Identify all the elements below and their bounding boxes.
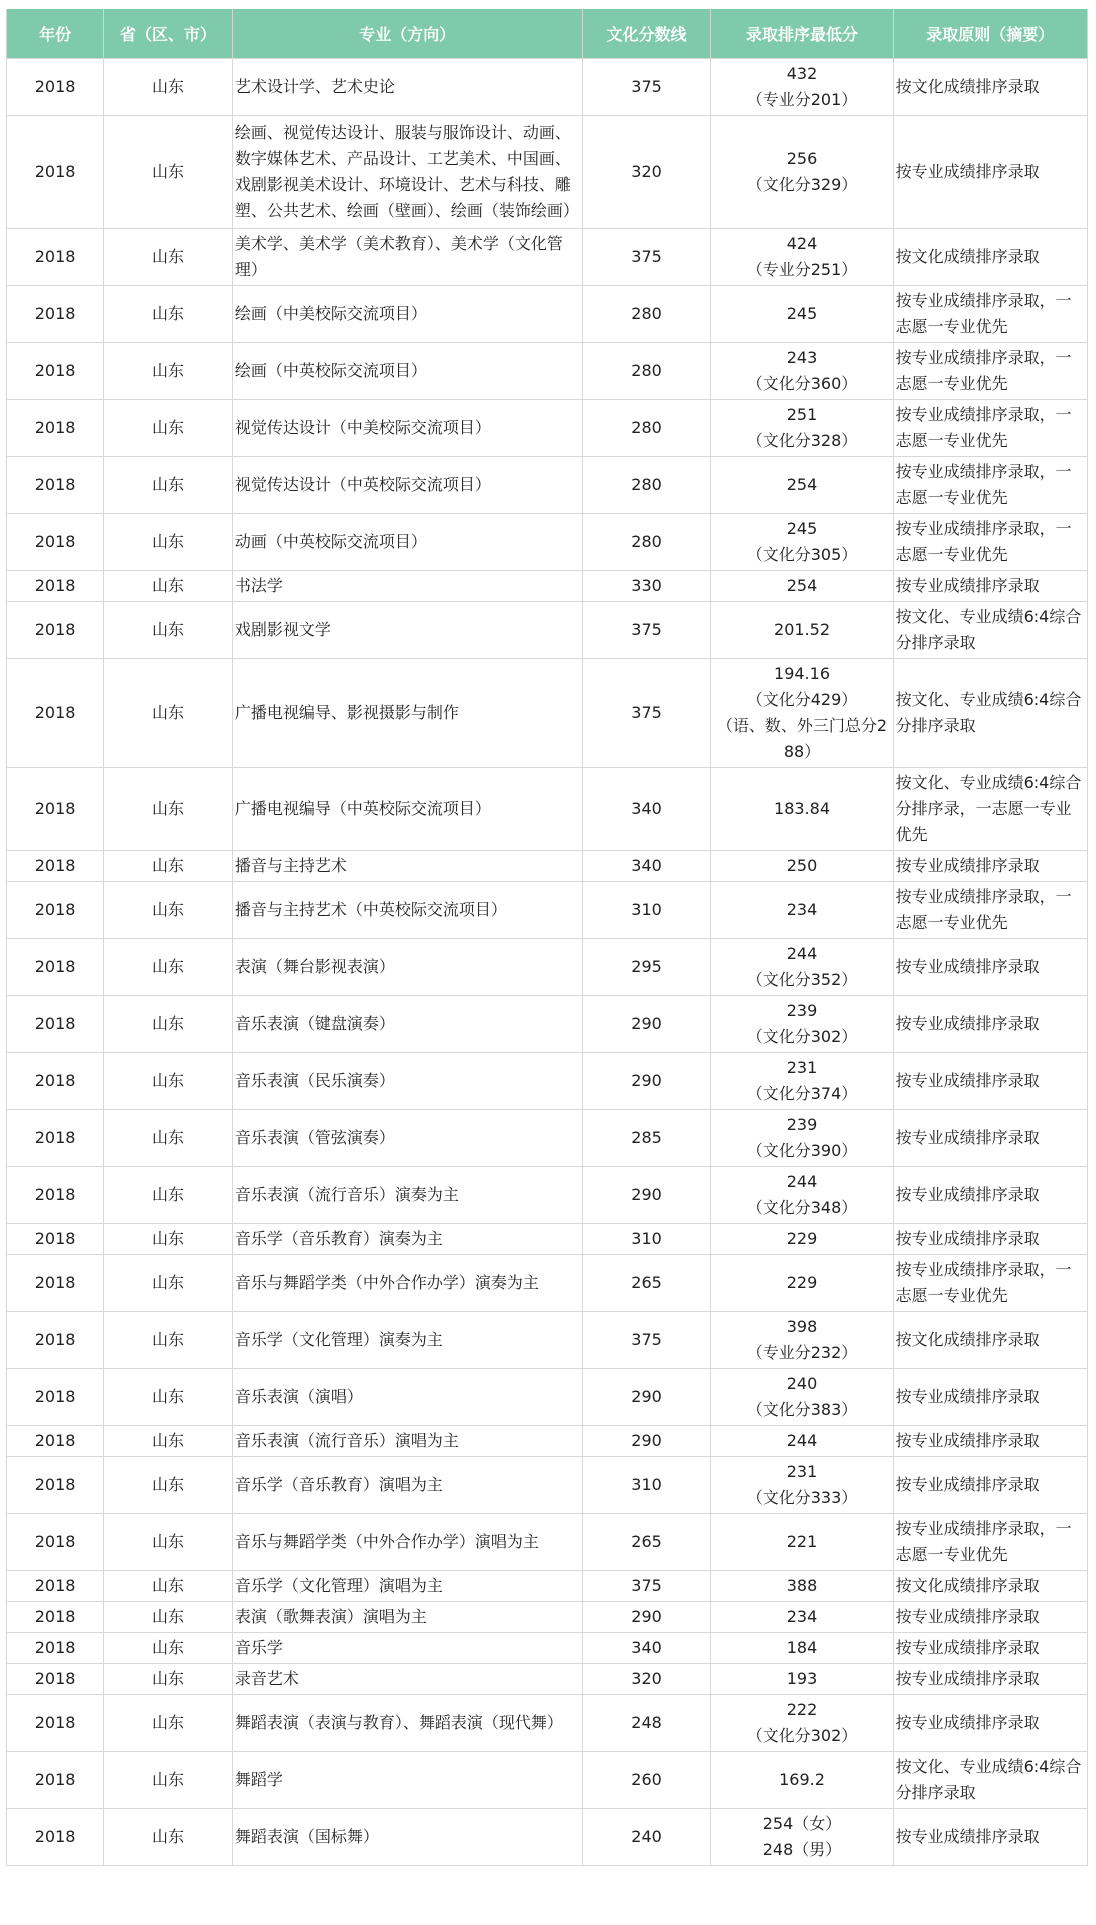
cell-year: 2018 bbox=[7, 1809, 104, 1866]
cell-culture-line: 265 bbox=[582, 1514, 711, 1571]
cell-major: 视觉传达设计（中美校际交流项目） bbox=[232, 400, 582, 457]
cell-province: 山东 bbox=[104, 602, 233, 659]
cell-rank-min: 388 bbox=[711, 1571, 893, 1602]
cell-major: 绘画、视觉传达设计、服装与服饰设计、动画、数字媒体艺术、产品设计、工艺美术、中国画、戏剧影视美术设计、环境设计、艺术与科技、雕塑、公共艺术、绘画（壁画）、绘画（装饰绘画） bbox=[232, 116, 582, 229]
cell-province: 山东 bbox=[104, 229, 233, 286]
table-row bbox=[7, 1809, 1088, 1866]
cell-rank-min: 231 （文化分333） bbox=[711, 1457, 893, 1514]
cell-major: 广播电视编导（中英校际交流项目） bbox=[232, 768, 582, 851]
cell-culture-line: 375 bbox=[582, 229, 711, 286]
cell-rank-min: 239 （文化分302） bbox=[711, 996, 893, 1053]
cell-culture-line: 260 bbox=[582, 1752, 711, 1809]
cell-rank-min: 244 bbox=[711, 1426, 893, 1457]
cell-rank-min: 244 （文化分352） bbox=[711, 939, 893, 996]
cell-year: 2018 bbox=[7, 1571, 104, 1602]
table-row bbox=[7, 1514, 1088, 1571]
cell-major: 舞蹈学 bbox=[232, 1752, 582, 1809]
cell-principle: 按专业成绩排序录取，一志愿一专业优先 bbox=[893, 343, 1087, 400]
cell-province: 山东 bbox=[104, 1571, 233, 1602]
table-row bbox=[7, 1426, 1088, 1457]
cell-province: 山东 bbox=[104, 1426, 233, 1457]
admission-table-container bbox=[6, 9, 1088, 1866]
cell-rank-min: 424 （专业分251） bbox=[711, 229, 893, 286]
cell-culture-line: 310 bbox=[582, 1224, 711, 1255]
cell-major: 音乐表演（流行音乐）演唱为主 bbox=[232, 1426, 582, 1457]
cell-province: 山东 bbox=[104, 1053, 233, 1110]
cell-rank-min: 221 bbox=[711, 1514, 893, 1571]
cell-major: 绘画（中美校际交流项目） bbox=[232, 286, 582, 343]
cell-province: 山东 bbox=[104, 116, 233, 229]
table-row bbox=[7, 1369, 1088, 1426]
cell-rank-min: 245 bbox=[711, 286, 893, 343]
cell-year: 2018 bbox=[7, 116, 104, 229]
cell-culture-line: 375 bbox=[582, 659, 711, 768]
cell-province: 山东 bbox=[104, 768, 233, 851]
cell-culture-line: 290 bbox=[582, 1167, 711, 1224]
cell-year: 2018 bbox=[7, 1255, 104, 1312]
cell-principle: 按专业成绩排序录取 bbox=[893, 1457, 1087, 1514]
cell-year: 2018 bbox=[7, 457, 104, 514]
cell-culture-line: 280 bbox=[582, 400, 711, 457]
table-row bbox=[7, 514, 1088, 571]
table-row bbox=[7, 1312, 1088, 1369]
cell-province: 山东 bbox=[104, 571, 233, 602]
table-row bbox=[7, 602, 1088, 659]
cell-major: 视觉传达设计（中英校际交流项目） bbox=[232, 457, 582, 514]
cell-year: 2018 bbox=[7, 343, 104, 400]
cell-major: 舞蹈表演（表演与教育）、舞蹈表演（现代舞） bbox=[232, 1695, 582, 1752]
table-row bbox=[7, 1167, 1088, 1224]
cell-year: 2018 bbox=[7, 1633, 104, 1664]
cell-culture-line: 375 bbox=[582, 602, 711, 659]
cell-province: 山东 bbox=[104, 1369, 233, 1426]
admission-score-table bbox=[6, 9, 1088, 1866]
cell-principle: 按文化、专业成绩6:4综合分排序录取 bbox=[893, 1752, 1087, 1809]
cell-principle: 按专业成绩排序录取 bbox=[893, 116, 1087, 229]
cell-rank-min: 201.52 bbox=[711, 602, 893, 659]
table-row bbox=[7, 1752, 1088, 1809]
table-row bbox=[7, 1457, 1088, 1514]
cell-major: 音乐表演（键盘演奏） bbox=[232, 996, 582, 1053]
header-major: 专业（方向） bbox=[232, 9, 582, 59]
table-row bbox=[7, 659, 1088, 768]
cell-province: 山东 bbox=[104, 1110, 233, 1167]
cell-province: 山东 bbox=[104, 1457, 233, 1514]
table-row bbox=[7, 116, 1088, 229]
cell-year: 2018 bbox=[7, 1167, 104, 1224]
cell-year: 2018 bbox=[7, 1426, 104, 1457]
cell-year: 2018 bbox=[7, 59, 104, 116]
cell-rank-min: 432 （专业分201） bbox=[711, 59, 893, 116]
cell-rank-min: 245 （文化分305） bbox=[711, 514, 893, 571]
cell-major: 播音与主持艺术 bbox=[232, 851, 582, 882]
cell-major: 艺术设计学、艺术史论 bbox=[232, 59, 582, 116]
cell-principle: 按专业成绩排序录取 bbox=[893, 1369, 1087, 1426]
table-row bbox=[7, 768, 1088, 851]
cell-major: 音乐与舞蹈学类（中外合作办学）演唱为主 bbox=[232, 1514, 582, 1571]
cell-year: 2018 bbox=[7, 851, 104, 882]
cell-year: 2018 bbox=[7, 1602, 104, 1633]
cell-principle: 按专业成绩排序录取，一志愿一专业优先 bbox=[893, 514, 1087, 571]
cell-principle: 按文化、专业成绩6:4综合分排序录，一志愿一专业优先 bbox=[893, 768, 1087, 851]
cell-rank-min: 234 bbox=[711, 882, 893, 939]
cell-rank-min: 254 bbox=[711, 571, 893, 602]
cell-province: 山东 bbox=[104, 1224, 233, 1255]
cell-culture-line: 330 bbox=[582, 571, 711, 602]
cell-principle: 按文化、专业成绩6:4综合分排序录取 bbox=[893, 659, 1087, 768]
cell-culture-line: 320 bbox=[582, 1664, 711, 1695]
cell-principle: 按专业成绩排序录取 bbox=[893, 851, 1087, 882]
cell-culture-line: 310 bbox=[582, 1457, 711, 1514]
cell-rank-min: 183.84 bbox=[711, 768, 893, 851]
cell-year: 2018 bbox=[7, 1312, 104, 1369]
cell-province: 山东 bbox=[104, 851, 233, 882]
table-row bbox=[7, 1695, 1088, 1752]
cell-rank-min: 254 bbox=[711, 457, 893, 514]
table-body bbox=[7, 59, 1088, 1866]
cell-rank-min: 398 （专业分232） bbox=[711, 1312, 893, 1369]
cell-culture-line: 295 bbox=[582, 939, 711, 996]
cell-culture-line: 340 bbox=[582, 1633, 711, 1664]
cell-major: 音乐表演（流行音乐）演奏为主 bbox=[232, 1167, 582, 1224]
cell-rank-min: 240 （文化分383） bbox=[711, 1369, 893, 1426]
cell-province: 山东 bbox=[104, 1633, 233, 1664]
cell-culture-line: 290 bbox=[582, 1426, 711, 1457]
cell-principle: 按专业成绩排序录取，一志愿一专业优先 bbox=[893, 457, 1087, 514]
table-row bbox=[7, 1053, 1088, 1110]
cell-culture-line: 280 bbox=[582, 514, 711, 571]
cell-rank-min: 251 （文化分328） bbox=[711, 400, 893, 457]
cell-year: 2018 bbox=[7, 882, 104, 939]
cell-culture-line: 265 bbox=[582, 1255, 711, 1312]
cell-province: 山东 bbox=[104, 659, 233, 768]
cell-culture-line: 248 bbox=[582, 1695, 711, 1752]
cell-principle: 按专业成绩排序录取 bbox=[893, 939, 1087, 996]
cell-principle: 按专业成绩排序录取 bbox=[893, 1167, 1087, 1224]
cell-principle: 按专业成绩排序录取 bbox=[893, 1809, 1087, 1866]
cell-principle: 按专业成绩排序录取 bbox=[893, 571, 1087, 602]
cell-year: 2018 bbox=[7, 1224, 104, 1255]
table-row bbox=[7, 229, 1088, 286]
cell-major: 表演（舞台影视表演） bbox=[232, 939, 582, 996]
cell-year: 2018 bbox=[7, 229, 104, 286]
cell-culture-line: 290 bbox=[582, 1053, 711, 1110]
table-row bbox=[7, 1255, 1088, 1312]
cell-principle: 按专业成绩排序录取，一志愿一专业优先 bbox=[893, 1514, 1087, 1571]
cell-province: 山东 bbox=[104, 343, 233, 400]
cell-province: 山东 bbox=[104, 59, 233, 116]
cell-year: 2018 bbox=[7, 659, 104, 768]
cell-province: 山东 bbox=[104, 996, 233, 1053]
table-row bbox=[7, 882, 1088, 939]
cell-year: 2018 bbox=[7, 1752, 104, 1809]
header-province: 省（区、市） bbox=[104, 9, 233, 59]
cell-rank-min: 229 bbox=[711, 1224, 893, 1255]
cell-year: 2018 bbox=[7, 996, 104, 1053]
cell-rank-min: 244 （文化分348） bbox=[711, 1167, 893, 1224]
cell-province: 山东 bbox=[104, 457, 233, 514]
cell-major: 书法学 bbox=[232, 571, 582, 602]
cell-major: 音乐表演（演唱） bbox=[232, 1369, 582, 1426]
cell-principle: 按文化成绩排序录取 bbox=[893, 59, 1087, 116]
cell-principle: 按文化成绩排序录取 bbox=[893, 1571, 1087, 1602]
cell-culture-line: 240 bbox=[582, 1809, 711, 1866]
cell-principle: 按文化成绩排序录取 bbox=[893, 1312, 1087, 1369]
cell-major: 绘画（中英校际交流项目） bbox=[232, 343, 582, 400]
table-row bbox=[7, 1110, 1088, 1167]
table-row bbox=[7, 1602, 1088, 1633]
cell-principle: 按专业成绩排序录取 bbox=[893, 1053, 1087, 1110]
cell-rank-min: 229 bbox=[711, 1255, 893, 1312]
cell-principle: 按文化、专业成绩6:4综合分排序录取 bbox=[893, 602, 1087, 659]
table-row bbox=[7, 1224, 1088, 1255]
cell-rank-min: 231 （文化分374） bbox=[711, 1053, 893, 1110]
cell-year: 2018 bbox=[7, 939, 104, 996]
cell-rank-min: 234 bbox=[711, 1602, 893, 1633]
table-header-row bbox=[7, 9, 1088, 59]
cell-culture-line: 280 bbox=[582, 286, 711, 343]
cell-province: 山东 bbox=[104, 1664, 233, 1695]
cell-major: 表演（歌舞表演）演唱为主 bbox=[232, 1602, 582, 1633]
cell-province: 山东 bbox=[104, 1695, 233, 1752]
cell-rank-min: 239 （文化分390） bbox=[711, 1110, 893, 1167]
cell-year: 2018 bbox=[7, 602, 104, 659]
cell-year: 2018 bbox=[7, 1053, 104, 1110]
cell-major: 音乐与舞蹈学类（中外合作办学）演奏为主 bbox=[232, 1255, 582, 1312]
cell-year: 2018 bbox=[7, 514, 104, 571]
cell-rank-min: 184 bbox=[711, 1633, 893, 1664]
cell-major: 录音艺术 bbox=[232, 1664, 582, 1695]
cell-principle: 按专业成绩排序录取 bbox=[893, 1633, 1087, 1664]
cell-province: 山东 bbox=[104, 1809, 233, 1866]
cell-year: 2018 bbox=[7, 1695, 104, 1752]
table-row bbox=[7, 1664, 1088, 1695]
cell-culture-line: 375 bbox=[582, 1571, 711, 1602]
cell-principle: 按专业成绩排序录取，一志愿一专业优先 bbox=[893, 1255, 1087, 1312]
cell-year: 2018 bbox=[7, 768, 104, 851]
table-row bbox=[7, 996, 1088, 1053]
cell-culture-line: 310 bbox=[582, 882, 711, 939]
cell-year: 2018 bbox=[7, 286, 104, 343]
cell-major: 美术学、美术学（美术教育）、美术学（文化管理） bbox=[232, 229, 582, 286]
cell-province: 山东 bbox=[104, 1752, 233, 1809]
cell-province: 山东 bbox=[104, 882, 233, 939]
cell-province: 山东 bbox=[104, 1255, 233, 1312]
cell-culture-line: 375 bbox=[582, 1312, 711, 1369]
cell-principle: 按专业成绩排序录取 bbox=[893, 1695, 1087, 1752]
cell-principle: 按文化成绩排序录取 bbox=[893, 229, 1087, 286]
cell-rank-min: 243 （文化分360） bbox=[711, 343, 893, 400]
cell-rank-min: 194.16 （文化分429） （语、数、外三门总分288） bbox=[711, 659, 893, 768]
table-row bbox=[7, 343, 1088, 400]
cell-principle: 按专业成绩排序录取，一志愿一专业优先 bbox=[893, 882, 1087, 939]
cell-major: 戏剧影视文学 bbox=[232, 602, 582, 659]
cell-province: 山东 bbox=[104, 1312, 233, 1369]
table-row bbox=[7, 851, 1088, 882]
cell-rank-min: 222 （文化分302） bbox=[711, 1695, 893, 1752]
cell-major: 音乐学（音乐教育）演唱为主 bbox=[232, 1457, 582, 1514]
table-row bbox=[7, 59, 1088, 116]
cell-major: 音乐学（音乐教育）演奏为主 bbox=[232, 1224, 582, 1255]
cell-rank-min: 256 （文化分329） bbox=[711, 116, 893, 229]
cell-major: 播音与主持艺术（中英校际交流项目） bbox=[232, 882, 582, 939]
header-principle: 录取原则（摘要） bbox=[893, 9, 1087, 59]
cell-major: 音乐表演（民乐演奏） bbox=[232, 1053, 582, 1110]
cell-province: 山东 bbox=[104, 286, 233, 343]
cell-major: 音乐学（文化管理）演唱为主 bbox=[232, 1571, 582, 1602]
cell-province: 山东 bbox=[104, 1167, 233, 1224]
cell-major: 舞蹈表演（国标舞） bbox=[232, 1809, 582, 1866]
cell-major: 音乐学（文化管理）演奏为主 bbox=[232, 1312, 582, 1369]
table-row bbox=[7, 400, 1088, 457]
cell-province: 山东 bbox=[104, 514, 233, 571]
cell-principle: 按专业成绩排序录取，一志愿一专业优先 bbox=[893, 286, 1087, 343]
cell-rank-min: 250 bbox=[711, 851, 893, 882]
cell-rank-min: 254（女） 248（男） bbox=[711, 1809, 893, 1866]
cell-province: 山东 bbox=[104, 1514, 233, 1571]
table-row bbox=[7, 457, 1088, 514]
cell-culture-line: 290 bbox=[582, 1369, 711, 1426]
cell-year: 2018 bbox=[7, 400, 104, 457]
cell-province: 山东 bbox=[104, 1602, 233, 1633]
header-rank-min: 录取排序最低分 bbox=[711, 9, 893, 59]
cell-major: 动画（中英校际交流项目） bbox=[232, 514, 582, 571]
cell-year: 2018 bbox=[7, 1457, 104, 1514]
cell-province: 山东 bbox=[104, 400, 233, 457]
cell-year: 2018 bbox=[7, 1664, 104, 1695]
cell-culture-line: 340 bbox=[582, 851, 711, 882]
table-row bbox=[7, 571, 1088, 602]
cell-principle: 按专业成绩排序录取，一志愿一专业优先 bbox=[893, 400, 1087, 457]
table-row bbox=[7, 286, 1088, 343]
cell-principle: 按专业成绩排序录取 bbox=[893, 1224, 1087, 1255]
cell-principle: 按专业成绩排序录取 bbox=[893, 996, 1087, 1053]
cell-province: 山东 bbox=[104, 939, 233, 996]
cell-rank-min: 169.2 bbox=[711, 1752, 893, 1809]
cell-year: 2018 bbox=[7, 1514, 104, 1571]
cell-culture-line: 290 bbox=[582, 1602, 711, 1633]
cell-major: 音乐表演（管弦演奏） bbox=[232, 1110, 582, 1167]
cell-year: 2018 bbox=[7, 571, 104, 602]
table-row bbox=[7, 1571, 1088, 1602]
cell-culture-line: 285 bbox=[582, 1110, 711, 1167]
cell-culture-line: 375 bbox=[582, 59, 711, 116]
cell-year: 2018 bbox=[7, 1369, 104, 1426]
cell-rank-min: 193 bbox=[711, 1664, 893, 1695]
cell-principle: 按专业成绩排序录取 bbox=[893, 1602, 1087, 1633]
header-culture-line: 文化分数线 bbox=[582, 9, 711, 59]
cell-major: 广播电视编导、影视摄影与制作 bbox=[232, 659, 582, 768]
cell-principle: 按专业成绩排序录取 bbox=[893, 1110, 1087, 1167]
cell-principle: 按专业成绩排序录取 bbox=[893, 1664, 1087, 1695]
cell-culture-line: 340 bbox=[582, 768, 711, 851]
cell-year: 2018 bbox=[7, 1110, 104, 1167]
cell-culture-line: 280 bbox=[582, 343, 711, 400]
table-row bbox=[7, 1633, 1088, 1664]
header-year: 年份 bbox=[7, 9, 104, 59]
cell-principle: 按专业成绩排序录取 bbox=[893, 1426, 1087, 1457]
cell-culture-line: 280 bbox=[582, 457, 711, 514]
cell-major: 音乐学 bbox=[232, 1633, 582, 1664]
cell-culture-line: 320 bbox=[582, 116, 711, 229]
table-row bbox=[7, 939, 1088, 996]
cell-culture-line: 290 bbox=[582, 996, 711, 1053]
